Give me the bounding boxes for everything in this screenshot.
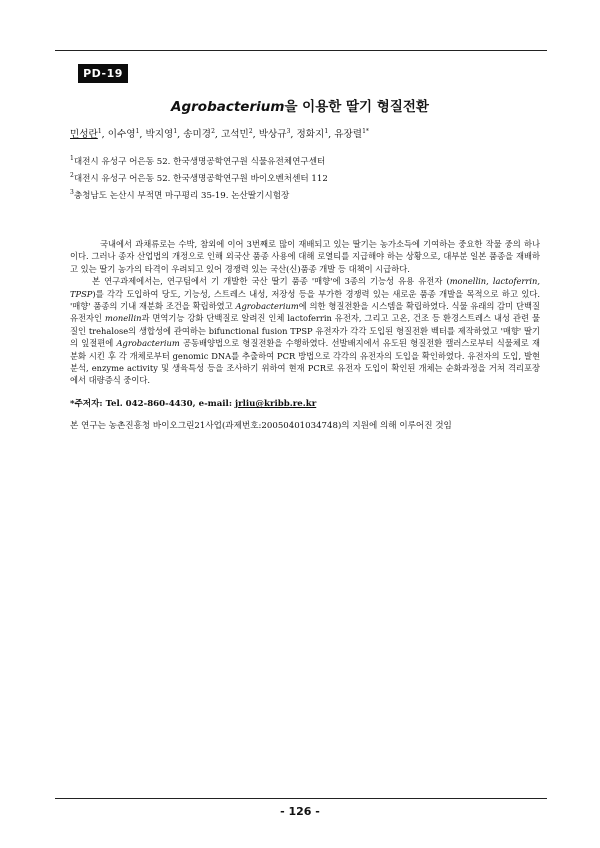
affiliation-line [70,152,328,169]
author-affil-mark: 1 [173,127,178,135]
author-affil-mark: 2 [248,127,253,135]
author-name: 박지영 [145,129,174,140]
paper-title [0,95,600,115]
affiliation-mark: 1 [70,155,74,162]
abstract-body [70,238,540,387]
affiliation-mark: 2 [70,171,74,179]
page-number: - 126 - [280,805,320,818]
text-run: 공동배양법으로 형질전환을 수행하였다. 선발배지에서 유도된 형질전환 캘러스로부터 식물체로 재분화 시킨 후 각 개체로부터 genomic DNA를 추출하여 PCR 방법으로 각각의 유전자의 도입을 확인하였다. 유전자의 도입, 발현분석, enzyme activity 및 생육특성 등을 조사하기 위하여 현재 PCR로 유전자 도입이 확인된 개체는 순화과정을 거쳐 격리포장에서 대량증식 중이다. [70,338,540,386]
text-run: 본 연구과제에서는, 연구팀에서 기 개발한 국산 딸기 품종 '매향'에 3종의 기능성 유용 유전자 ( [92,276,450,287]
author-name: 고석민 [221,129,249,140]
text-run: 과 면역기능 강화 단백질로 알려진 인체 lactoferrin 유전자, 그리고 고온, 건조 등 환경스트레스 내성 관련 물질인 trehalose의 생합성에 관여하는 bifunctional fusion TPSP 유전자가 각각 도입된 형질전환 벡터를 제작하였고 '매향' 딸기의 잎절편에 [70,313,540,349]
author-affil-mark: 3 [286,127,291,135]
author-name: 정화지 [296,129,325,140]
author-list: 민성란$^1$, 이수영$^1$, 박지영$^1$, 송미경$^2$, 고석민$^2$, 박상규$^3$, 정화지$^1$, 유장렬$^{1*}$ [70,127,369,140]
abstract-paragraph-1: 국내에서 과채류로는 수박, 참외에 이어 3번째로 많이 재배되고 있는 딸기는 농가소득에 기여하는 중요한 작물 중의 하나이다. 그러나 종자 산업법의 개정으로 인해 외국산 품종 사용에 대해 로열티를 지급해야 하는 상황으로, 대부분 일본 품종을 재배하고 있는 딸기 농가의 타격이 우려되고 있어 경쟁력 있는 국산(신)품종 개발 등 대책이 시급하다. [70,239,540,274]
top-rule [55,50,547,51]
affiliation-line [70,186,328,203]
gene-name: monellin [105,313,142,324]
author-name: 송미경 [183,129,212,140]
acknowledgement: 본 연구는 농촌진흥청 바이오그린21사업(과제번호:20050401034748)의 지원에 의해 이루어진 것임 [70,421,452,431]
author-affil-mark: 1 [97,127,102,135]
affiliation-text: 대전시 유성구 어은동 52. 한국생명공학연구원 바이오벤처센터 112 [73,173,328,184]
author-name: 민성란 [70,129,98,140]
email-link[interactable]: jrliu@kribb.re.kr [235,399,317,409]
gene-names: monellin, lactoferrin, TPSP [70,276,540,299]
title-italic: Agrobacterium [171,99,285,115]
session-badge: PD-19 [78,64,128,83]
author-affil-mark: 1 [324,127,329,135]
abstract-paragraph-2 [70,275,540,387]
author-affil-mark: 1* [362,127,369,135]
text-run: 에 의한 형질전환을 시스템을 확립하였다. 식물 유래의 감미 단백질 유전자인 [70,301,541,324]
affiliation-text: 대전시 유성구 어은동 52. 한국생명공학연구원 식물유전체연구센터 [73,156,326,167]
author-affil-mark: 1 [135,127,140,135]
affiliation-mark: 3 [70,188,74,196]
contact-text: *주저자: Tel. 042-860-4430, e-mail: [70,399,235,409]
author-affil-mark: 2 [211,127,215,135]
affiliation-text: 충청남도 논산시 부적면 마구평리 35-19. 논산딸기시험장 [73,190,290,201]
bottom-rule [55,798,547,799]
author-name: 유장렬 [334,129,363,140]
text-run: )를 각각 도입하여 당도, 기능성, 스트레스 내성, 저장성 등을 부가한 경쟁력 있는 새로운 품종 개발을 목적으로 하고 있다. '매향' 품종의 기내 재분화 조건을 확립하였고 [70,288,540,312]
author-name: 박상규 [258,129,287,140]
author-name: 이수영 [107,129,136,140]
corresponding-author [70,397,316,409]
affiliation-line [70,169,328,186]
title-rest: 을 이용한 딸기 형질전환 [284,99,429,115]
species-name: Agrobacterium [116,338,180,349]
affiliation-list [70,152,328,203]
species-name: Agrobacterium [235,301,299,312]
